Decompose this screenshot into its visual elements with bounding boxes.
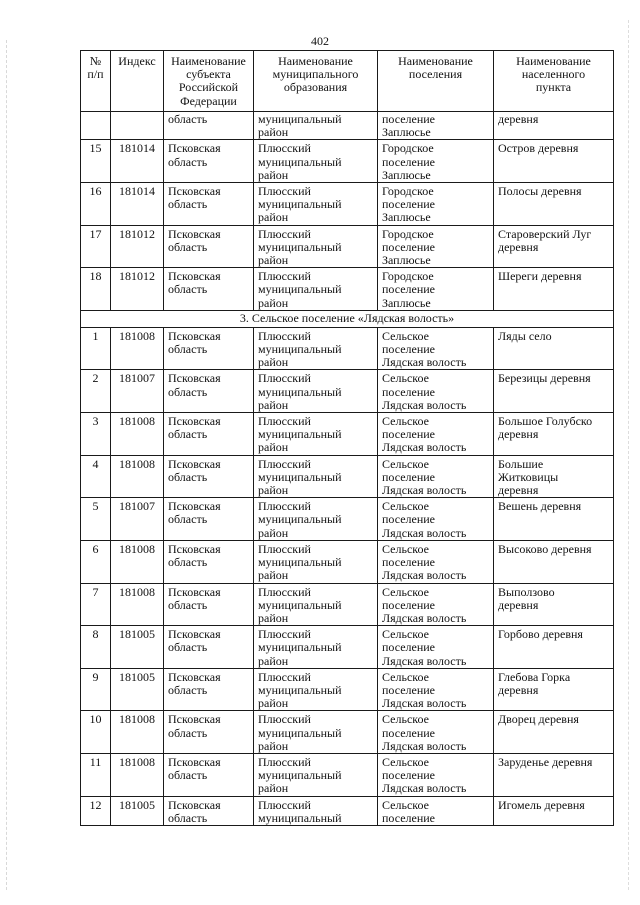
table-row [81, 540, 614, 583]
cell-settlement: Сельское поселение Лядская волость [378, 327, 494, 370]
cell-locality: Игомель деревня [494, 796, 614, 825]
table-row [81, 370, 614, 413]
cell-index: 181008 [111, 540, 164, 583]
cell-number: 8 [81, 626, 111, 669]
cell-index: 181005 [111, 626, 164, 669]
header-settlement: Наименование поселения [378, 51, 494, 112]
cell-settlement: Сельское поселение Лядская волость [378, 753, 494, 796]
cell-locality: Вешень деревня [494, 498, 614, 541]
table-row [81, 796, 614, 825]
table-row [81, 711, 614, 754]
settlements-table [80, 50, 614, 826]
table-row [81, 626, 614, 669]
cell-number: 4 [81, 455, 111, 498]
cell-municipality: Плюсский муниципальный район [254, 268, 378, 311]
cell-locality: Заруденье деревня [494, 753, 614, 796]
table-row [81, 455, 614, 498]
cell-settlement: Городское поселение Заплюсье [378, 140, 494, 183]
cell-subject: Псковская область [164, 455, 254, 498]
cell-index: 181008 [111, 711, 164, 754]
table-row [81, 327, 614, 370]
cell-subject: Псковская область [164, 327, 254, 370]
cell-number: 2 [81, 370, 111, 413]
cell-subject: Псковская область [164, 540, 254, 583]
cell-municipality: муниципальный район [254, 112, 378, 140]
cell-number: 17 [81, 225, 111, 268]
cell-index: 181012 [111, 225, 164, 268]
table-row [81, 668, 614, 711]
cell-subject: Псковская область [164, 225, 254, 268]
cell-locality: Дворец деревня [494, 711, 614, 754]
cell-subject: Псковская область [164, 413, 254, 456]
cell-subject: Псковская область [164, 796, 254, 825]
cell-subject: область [164, 112, 254, 140]
header-subject: Наименование субъекта Российской Федерации [164, 51, 254, 112]
cell-locality: Полосы деревня [494, 183, 614, 226]
table-row [81, 753, 614, 796]
cell-locality: Остров деревня [494, 140, 614, 183]
cell-subject: Псковская область [164, 626, 254, 669]
cell-settlement: поселение Заплюсье [378, 112, 494, 140]
cell-number: 15 [81, 140, 111, 183]
cell-number: 12 [81, 796, 111, 825]
cell-index: 181008 [111, 327, 164, 370]
cell-subject: Псковская область [164, 711, 254, 754]
cell-settlement: Сельское поселение Лядская волость [378, 540, 494, 583]
cell-municipality: Плюсский муниципальный район [254, 540, 378, 583]
cell-index [111, 112, 164, 140]
header-number: № п/п [81, 51, 111, 112]
cell-locality: Большие Житковицы деревня [494, 455, 614, 498]
cell-municipality: Плюсский муниципальный район [254, 668, 378, 711]
cell-locality: Березицы деревня [494, 370, 614, 413]
cell-number: 18 [81, 268, 111, 311]
cell-settlement: Сельское поселение Лядская волость [378, 370, 494, 413]
cell-municipality: Плюсский муниципальный район [254, 413, 378, 456]
page-number: 402 [311, 34, 329, 48]
cell-number: 7 [81, 583, 111, 626]
cell-municipality: Плюсский муниципальный район [254, 327, 378, 370]
cell-locality: Выползово деревня [494, 583, 614, 626]
cell-locality: Ляды село [494, 327, 614, 370]
cell-settlement: Сельское поселение Лядская волость [378, 455, 494, 498]
cell-locality: Шереги деревня [494, 268, 614, 311]
cell-locality: деревня [494, 112, 614, 140]
scan-edge-left [6, 40, 7, 890]
table-row [81, 140, 614, 183]
cell-number: 3 [81, 413, 111, 456]
cell-municipality: Плюсский муниципальный район [254, 183, 378, 226]
cell-subject: Псковская область [164, 498, 254, 541]
cell-number: 1 [81, 327, 111, 370]
cell-subject: Псковская область [164, 583, 254, 626]
cell-number: 10 [81, 711, 111, 754]
cell-locality: Староверский Луг деревня [494, 225, 614, 268]
cell-number: 6 [81, 540, 111, 583]
cell-index: 181012 [111, 268, 164, 311]
cell-number: 5 [81, 498, 111, 541]
cell-number: 9 [81, 668, 111, 711]
table-header-row [81, 51, 614, 112]
cell-settlement: Сельское поселение Лядская волость [378, 626, 494, 669]
cell-settlement: Сельское поселение Лядская волость [378, 668, 494, 711]
cell-index: 181014 [111, 183, 164, 226]
table-row [81, 583, 614, 626]
cell-subject: Псковская область [164, 140, 254, 183]
table-row [81, 225, 614, 268]
cell-index: 181008 [111, 583, 164, 626]
table-row [81, 413, 614, 456]
cell-settlement: Сельское поселение [378, 796, 494, 825]
cell-index: 181008 [111, 413, 164, 456]
cell-settlement: Сельское поселение Лядская волость [378, 583, 494, 626]
cell-subject: Псковская область [164, 753, 254, 796]
header-index: Индекс [111, 51, 164, 112]
cell-locality: Глебова Горка деревня [494, 668, 614, 711]
scan-edge-right [628, 20, 629, 890]
cell-locality: Горбово деревня [494, 626, 614, 669]
section-title: 3. Сельское поселение «Лядская волость» [81, 310, 614, 327]
table-row [81, 498, 614, 541]
cell-municipality: Плюсский муниципальный район [254, 711, 378, 754]
cell-settlement: Сельское поселение Лядская волость [378, 711, 494, 754]
cell-municipality: Плюсский муниципальный район [254, 753, 378, 796]
header-locality: Наименование населенного пункта [494, 51, 614, 112]
cell-index: 181014 [111, 140, 164, 183]
cell-municipality: Плюсский муниципальный район [254, 370, 378, 413]
continuation-row [81, 112, 614, 140]
cell-number: 11 [81, 753, 111, 796]
cell-subject: Псковская область [164, 268, 254, 311]
section-heading-row [81, 310, 614, 327]
cell-index: 181008 [111, 753, 164, 796]
cell-municipality: Плюсский муниципальный [254, 796, 378, 825]
cell-settlement: Городское поселение Заплюсье [378, 225, 494, 268]
cell-settlement: Городское поселение Заплюсье [378, 183, 494, 226]
cell-subject: Псковская область [164, 183, 254, 226]
cell-municipality: Плюсский муниципальный район [254, 455, 378, 498]
table-row [81, 268, 614, 311]
cell-number: 16 [81, 183, 111, 226]
cell-index: 181007 [111, 370, 164, 413]
cell-municipality: Плюсский муниципальный район [254, 498, 378, 541]
cell-index: 181008 [111, 455, 164, 498]
cell-municipality: Плюсский муниципальный район [254, 626, 378, 669]
cell-subject: Псковская область [164, 668, 254, 711]
cell-index: 181007 [111, 498, 164, 541]
cell-municipality: Плюсский муниципальный район [254, 140, 378, 183]
table-row [81, 183, 614, 226]
cell-settlement: Сельское поселение Лядская волость [378, 413, 494, 456]
cell-subject: Псковская область [164, 370, 254, 413]
cell-municipality: Плюсский муниципальный район [254, 583, 378, 626]
cell-municipality: Плюсский муниципальный район [254, 225, 378, 268]
cell-index: 181005 [111, 796, 164, 825]
cell-locality: Большое Голубско деревня [494, 413, 614, 456]
cell-locality: Высоково деревня [494, 540, 614, 583]
header-municipality: Наименование муниципального образования [254, 51, 378, 112]
cell-settlement: Сельское поселение Лядская волость [378, 498, 494, 541]
cell-number [81, 112, 111, 140]
cell-index: 181005 [111, 668, 164, 711]
cell-settlement: Городское поселение Заплюсье [378, 268, 494, 311]
